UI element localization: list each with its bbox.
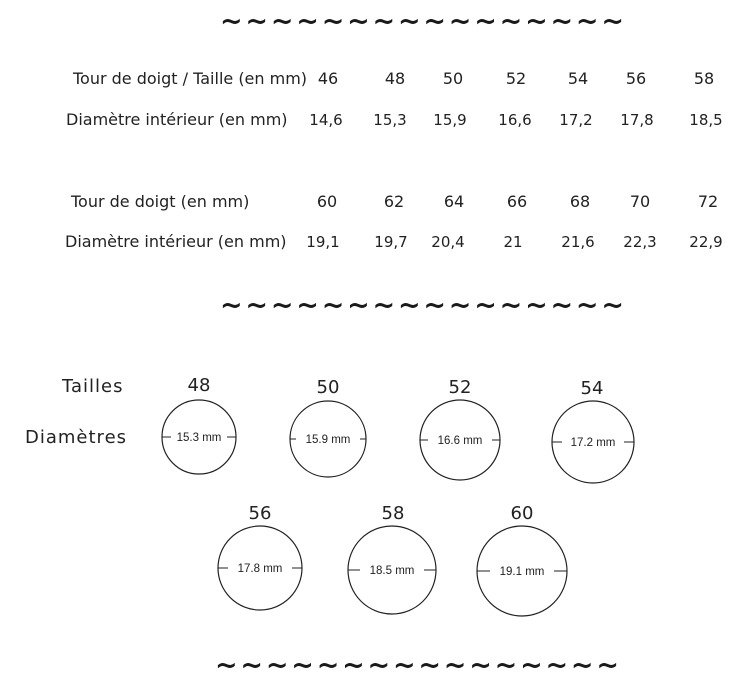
table2-diameter: 19,7 <box>374 233 408 251</box>
sizes-heading: Tailles <box>62 376 124 397</box>
table1-row1-label: Tour de doigt / Taille (en mm) <box>73 69 308 88</box>
ring-48 <box>162 400 236 474</box>
table1-size: 50 <box>442 69 464 88</box>
table1-size: 54 <box>567 69 589 88</box>
ring-58 <box>348 526 436 614</box>
table1-size: 56 <box>625 69 647 88</box>
ring-diameter-label: 17.8 mm <box>237 563 283 575</box>
table2-size: 68 <box>569 192 591 211</box>
table2-row2-label: Diamètre intérieur (en mm) <box>65 232 287 251</box>
ring-size-label: 50 <box>316 377 340 398</box>
table2-row1-label: Tour de doigt (en mm) <box>71 192 250 211</box>
table2-diameter: 21 <box>503 233 523 251</box>
table2-diameter: 22,9 <box>689 233 723 251</box>
ring-diameter-label: 15.3 mm <box>176 432 222 444</box>
ring-56 <box>218 526 302 610</box>
table2-size: 62 <box>383 192 405 211</box>
ring-size-label: 56 <box>248 503 272 524</box>
divider-bottom: ~~~~~~~~~~~~~~~~ <box>215 650 622 681</box>
table1-diameter: 17,8 <box>620 111 654 129</box>
table1-size: 52 <box>505 69 527 88</box>
divider-top: ~~~~~~~~~~~~~~~~ <box>220 6 627 37</box>
ring-size-label: 60 <box>510 503 534 524</box>
ring-size-label: 58 <box>381 503 405 524</box>
ring-52 <box>420 400 500 480</box>
table1-diameter: 16,6 <box>498 111 532 129</box>
table2-diameter: 19,1 <box>306 233 340 251</box>
ring-60 <box>477 526 567 616</box>
table2-diameter: 20,4 <box>431 233 465 251</box>
table2-diameter: 21,6 <box>561 233 595 251</box>
table1-diameter: 14,6 <box>309 111 343 129</box>
table1-size: 48 <box>384 69 406 88</box>
diameters-heading: Diamètres <box>25 427 128 448</box>
table1-size: 46 <box>317 69 339 88</box>
table1-size: 58 <box>693 69 715 88</box>
table1-diameter: 15,3 <box>373 111 407 129</box>
table2-size: 64 <box>443 192 465 211</box>
ring-diameter-label: 15.9 mm <box>305 434 351 446</box>
table2-size: 60 <box>316 192 338 211</box>
ring-diameter-label: 16.6 mm <box>437 435 483 447</box>
table1-row2-label: Diamètre intérieur (en mm) <box>66 110 288 129</box>
ring-diameter-label: 17.2 mm <box>570 437 616 449</box>
ring-size-label: 52 <box>448 377 472 398</box>
ring-size-label: 54 <box>580 378 604 399</box>
table2-diameter: 22,3 <box>623 233 657 251</box>
table2-size: 70 <box>629 192 651 211</box>
divider-middle: ~~~~~~~~~~~~~~~~ <box>220 290 627 321</box>
table1-diameter: 15,9 <box>433 111 467 129</box>
ring-54 <box>552 401 634 483</box>
ring-diameter-label: 19.1 mm <box>499 566 545 578</box>
ring-size-label: 48 <box>187 375 211 396</box>
table2-size: 72 <box>697 192 719 211</box>
table1-diameter: 18,5 <box>689 111 723 129</box>
table2-size: 66 <box>506 192 528 211</box>
ring-50 <box>290 401 366 477</box>
ring-diameter-label: 18.5 mm <box>369 565 415 577</box>
table1-diameter: 17,2 <box>559 111 593 129</box>
